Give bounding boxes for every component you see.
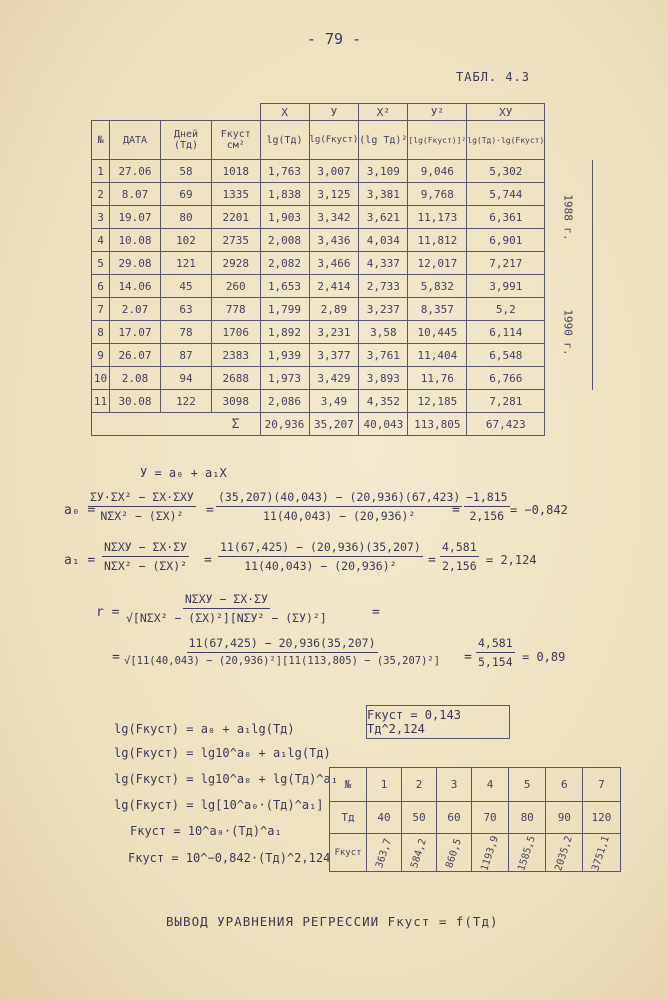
table-cell: 3,436 xyxy=(309,229,359,252)
sum-cell: 113,805 xyxy=(408,413,467,436)
table-cell: 2,086 xyxy=(260,390,309,413)
a1-value-denominator: 2,156 xyxy=(442,559,477,573)
index-cell: 1 xyxy=(367,768,402,802)
page-number: - 79 - xyxy=(306,30,362,48)
table-cell: 10,445 xyxy=(408,321,467,344)
table-body xyxy=(92,160,593,413)
derivation-line: Fкуст = 10^−0,842·(Тд)^2,124 xyxy=(128,851,331,865)
table-row xyxy=(92,206,593,229)
row-number-cell: 10 xyxy=(92,367,110,390)
sum-cell: 20,936 xyxy=(260,413,309,436)
regression-data-table xyxy=(91,103,593,436)
table-cell: 6,361 xyxy=(467,206,545,229)
index-cell: 5 xyxy=(509,768,546,802)
td-cell: 40 xyxy=(367,802,402,834)
r-value xyxy=(476,636,515,669)
row-number-cell: 8 xyxy=(92,321,110,344)
table-cell: 1,838 xyxy=(260,183,309,206)
a0-value-denominator: 2,156 xyxy=(469,509,505,523)
year-group-label: 1990 г. xyxy=(561,308,575,356)
index-cell: 6 xyxy=(546,768,583,802)
table-cell: 19.07 xyxy=(110,206,161,229)
year-group-label: 1988 г. xyxy=(561,193,575,241)
table-cell: 10.08 xyxy=(110,229,161,252)
table-row xyxy=(92,298,593,321)
table-cell: 3,466 xyxy=(309,252,359,275)
table-cell: 5,744 xyxy=(467,183,545,206)
a1-label: a₁ = xyxy=(64,553,96,568)
table-cell: 778 xyxy=(212,298,261,321)
a1-value-numerator: 4,581 xyxy=(440,540,479,557)
table-cell: 14.06 xyxy=(110,275,161,298)
table-cell: 58 xyxy=(161,160,212,183)
f-cell: 1585,5 xyxy=(516,834,538,873)
table-row xyxy=(92,390,593,413)
table-cell: 122 xyxy=(161,390,212,413)
table-cell: 2735 xyxy=(212,229,261,252)
f-cell: 860,5 xyxy=(444,837,464,870)
result-formula-box xyxy=(366,705,510,739)
table-cell: 6,901 xyxy=(467,229,545,252)
result-formula: Fкуст = 0,143 Тд^2,124 xyxy=(367,708,461,736)
table-cell: 2.08 xyxy=(110,367,161,390)
table-cell: 5,832 xyxy=(408,275,467,298)
row-number-cell: 3 xyxy=(92,206,110,229)
a1-substitution xyxy=(218,540,423,573)
a1-formula-denominator: NΣX² − (ΣX)² xyxy=(104,559,188,573)
table-cell: 78 xyxy=(161,321,212,344)
table-cell: 2,082 xyxy=(260,252,309,275)
f-cell: 363,7 xyxy=(374,837,394,870)
table-cell: 1,973 xyxy=(260,367,309,390)
table-cell: 2,733 xyxy=(359,275,408,298)
table-row xyxy=(92,183,593,206)
table-cell: 29.08 xyxy=(110,252,161,275)
table-cell: 17.07 xyxy=(110,321,161,344)
table-cell: 3,342 xyxy=(309,206,359,229)
table-cell: 26.07 xyxy=(110,344,161,367)
table-cell: 3,49 xyxy=(309,390,359,413)
table-cell: 3,231 xyxy=(309,321,359,344)
r-label: r = xyxy=(96,605,120,620)
index-cell: 4 xyxy=(472,768,509,802)
table-cell: 69 xyxy=(161,183,212,206)
td-cell: 60 xyxy=(437,802,472,834)
row-number-cell: 6 xyxy=(92,275,110,298)
a0-formula-numerator: ΣУ·ΣX² − ΣX·ΣXУ xyxy=(88,490,196,507)
table-cell: 1,939 xyxy=(260,344,309,367)
document-page: - 79 - ТАБЛ. 4.3 X У X² У² XУ № ДАТА Дней (Тд) Fкуст см² lg(Тд) lg(Fкуст) (lg Тд)² [lg(Fкуст)]² lg(Тд)·lg(Fкуст) 1 27.06 58 1018 1,763 3,007 3,109 9,046 5,302 1988 г. 2 8.07 69 1335 1,838 3,125 3,381 9,768 5,744 3 19.07 80 2201 1,903 3,342 3,621 11,173 6,361 4 10.08 102 2735 2,008 3,436 4,034 11,812 6,901 5 29.08 121 2928 2,082 3,466 4,337 12,017 7,217 6 14.06 45 260 1,653 2,414 2,733 5,832 3,991 1990 г. 7 2.07 63 778 1,799 2,89 3,237 8,357 5,2 8 17.07 78 1706 1,892 3,231 3,58 10,445 6,114 9 26.07 87 2383 1,939 3,377 3,761 11,404 6,548 10 2.08 94 2688 1,973 3,429 3,893 11,76 6,766 11 30.08 122 3098 2,086 3,49 4,352 12,185 7,281 Σ 20,936 35,207 40,043 113,805 67,423 У = a₀ + a₁X a₀ = ΣУ·ΣX² − ΣX·ΣXУ NΣX² − (ΣX)² = $\frac{(35,207)(40,043) - (20,936)(67,423)}{\text{11(40,043) − (20,936)²}}$ = $\frac{-1,815}{2,156}$ = −0,842 a₁ = NΣXУ − ΣX·ΣУ NΣX² − (ΣX)² = $\frac{11(67,425) - (20,936)(35,207)}{\text{11(40,043) − (20,936)²}}$ = $\frac{4,581}{2,156}$ = 2,124 r = NΣXУ − ΣX·ΣУ √[NΣX² − (ΣX)²][NΣУ² − (ΣУ)²] = = $\frac{11(67,425) - 20,936(35,207)}{\text{√[11(40,043) − (20,936)²][11(113,805) − (35,207)²]}}$ = $\frac{4,581}{5,154}$ = 0,89 lg(Fкуст) = a₀ + a₁lg(Тд) lg(Fкуст) = lg10^a₀ + a₁lg(Тд) lg(Fкуст) = lg10^a₀ + lg(Тд)^a₁ lg(Fкуст) = lg[10^a₀·(Тд)^a₁] Fкуст = 10^a₀·(Тд)^a₁ Fкуст = 10^−0,842·(Тд)^2,124 Fкуст = 0,143 Тд^2,124 № 1 2 3 4 5 6 7 Тд 40 50 60 70 80 90 120 Fкуст 363,7 584,2 860,5 1193,9 1585,5 2035,2 3751,1 ВЫВОД УРАВНЕНИЯ РЕГРЕССИИ Fкуст = f(Тд) xyxy=(0,0,668,1000)
table-cell: 260 xyxy=(212,275,261,298)
table-cell: 121 xyxy=(161,252,212,275)
index-cell: 3 xyxy=(437,768,472,802)
table-cell: 3,377 xyxy=(309,344,359,367)
table-cell: 11,404 xyxy=(408,344,467,367)
table-cell: 9,046 xyxy=(408,160,467,183)
table-cell: 3,893 xyxy=(359,367,408,390)
table-cell: 6,766 xyxy=(467,367,545,390)
row-number-cell: 4 xyxy=(92,229,110,252)
row-number-cell: 1 xyxy=(92,160,110,183)
sum-cell: 35,207 xyxy=(309,413,359,436)
sum-symbol: Σ xyxy=(212,413,261,436)
table-cell: 12,017 xyxy=(408,252,467,275)
r-substitution xyxy=(124,636,440,667)
table-cell: 2,414 xyxy=(309,275,359,298)
table-cell: 2.07 xyxy=(110,298,161,321)
table-cell: 2201 xyxy=(212,206,261,229)
column-header: Fкуст см² xyxy=(212,121,261,160)
a0-substitution xyxy=(216,490,462,523)
r-value-numerator: 4,581 xyxy=(476,636,515,653)
table-cell: 4,337 xyxy=(359,252,408,275)
sum-cell: 40,043 xyxy=(359,413,408,436)
table-cell: 1,892 xyxy=(260,321,309,344)
table-cell: 8.07 xyxy=(110,183,161,206)
table-cell: 1,653 xyxy=(260,275,309,298)
table-cell: 6,548 xyxy=(467,344,545,367)
a1-substitution-denominator: 11(40,043) − (20,936)² xyxy=(244,559,397,573)
a0-value xyxy=(464,490,510,523)
table-reference: ТАБЛ. 4.3 xyxy=(456,70,531,84)
table-cell: 45 xyxy=(161,275,212,298)
top-header: X xyxy=(260,104,309,121)
table-cell: 5,302 xyxy=(467,160,545,183)
column-header: № xyxy=(92,121,110,160)
figure-caption: ВЫВОД УРАВНЕНИЯ РЕГРЕССИИ Fкуст = f(Тд) xyxy=(166,914,499,929)
top-header: У xyxy=(309,104,359,121)
top-header: У² xyxy=(408,104,467,121)
table-cell: 3,621 xyxy=(359,206,408,229)
a1-substitution-numerator: 11(67,425) − (20,936)(35,207) xyxy=(218,540,423,557)
column-header: lg(Тд)·lg(Fкуст) xyxy=(467,121,545,160)
column-header: Дней (Тд) xyxy=(161,121,212,160)
table-cell: 9,768 xyxy=(408,183,467,206)
column-header: (lg Тд)² xyxy=(359,121,408,160)
f-cell: 3751,1 xyxy=(590,834,613,873)
derivation-line: lg(Fкуст) = a₀ + a₁lg(Тд) xyxy=(114,722,295,736)
td-cell: 70 xyxy=(472,802,509,834)
table-cell: 7,281 xyxy=(467,390,545,413)
a0-value-numerator: −1,815 xyxy=(464,490,510,507)
derivation-line: lg(Fкуст) = lg10^a₀ + a₁lg(Тд) xyxy=(114,746,331,760)
column-header: lg(Тд) xyxy=(260,121,309,160)
r-substitution-denominator: √[11(40,043) − (20,936)²][11(113,805) − (35,207)²] xyxy=(124,655,441,667)
td-cell: 50 xyxy=(402,802,437,834)
td-cell: 120 xyxy=(583,802,620,834)
index-cell: 2 xyxy=(402,768,437,802)
f-cell: 2035,2 xyxy=(553,834,576,873)
r-formula xyxy=(126,592,327,625)
table-cell: 87 xyxy=(161,344,212,367)
f-cell: 584,2 xyxy=(409,837,429,870)
top-header: XУ xyxy=(467,104,545,121)
table-cell: 63 xyxy=(161,298,212,321)
table-cell: 1,799 xyxy=(260,298,309,321)
table-cell: 3,109 xyxy=(359,160,408,183)
table-row xyxy=(92,160,593,183)
table-row xyxy=(92,252,593,275)
table-cell: 4,352 xyxy=(359,390,408,413)
table-cell: 3,991 xyxy=(467,275,545,298)
derivation-line: lg(Fкуст) = lg10^a₀ + lg(Тд)^a₁ xyxy=(114,772,338,786)
table-cell: 11,76 xyxy=(408,367,467,390)
r-formula-denominator: √[NΣX² − (ΣX)²][NΣУ² − (ΣУ)²] xyxy=(126,611,327,625)
column-header: ДАТА xyxy=(110,121,161,160)
row-number-cell: 2 xyxy=(92,183,110,206)
table-cell: 4,034 xyxy=(359,229,408,252)
row-number-cell: 9 xyxy=(92,344,110,367)
row-number-cell: 7 xyxy=(92,298,110,321)
table-cell: 11,812 xyxy=(408,229,467,252)
table-cell: 2383 xyxy=(212,344,261,367)
table-cell: 1,763 xyxy=(260,160,309,183)
table-cell: 2,008 xyxy=(260,229,309,252)
table-cell: 3,237 xyxy=(359,298,408,321)
table-row xyxy=(92,321,593,344)
table-cell: 2,89 xyxy=(309,298,359,321)
table-cell: 2928 xyxy=(212,252,261,275)
table-cell: 3,761 xyxy=(359,344,408,367)
derivation-line: Fкуст = 10^a₀·(Тд)^a₁ xyxy=(130,824,282,838)
table-cell: 27.06 xyxy=(110,160,161,183)
a0-substitution-numerator: (35,207)(40,043) − (20,936)(67,423) xyxy=(216,490,462,507)
r-value-denominator: 5,154 xyxy=(478,655,513,669)
table-cell: 8,357 xyxy=(408,298,467,321)
table-row xyxy=(92,367,593,390)
table-cell: 1018 xyxy=(212,160,261,183)
a1-formula xyxy=(102,540,189,573)
table-cell: 30.08 xyxy=(110,390,161,413)
a1-formula-numerator: NΣXУ − ΣX·ΣУ xyxy=(102,540,189,557)
table-cell: 1335 xyxy=(212,183,261,206)
f-cell: 1193,9 xyxy=(479,834,501,873)
table-row xyxy=(92,275,593,298)
table-cell: 3,381 xyxy=(359,183,408,206)
a0-label: a₀ = xyxy=(64,503,96,518)
table-cell: 5,2 xyxy=(467,298,545,321)
table-cell: 80 xyxy=(161,206,212,229)
table-cell: 7,217 xyxy=(467,252,545,275)
table-cell: 12,185 xyxy=(408,390,467,413)
td-cell: 80 xyxy=(509,802,546,834)
a0-result: = −0,842 xyxy=(510,503,568,517)
a0-formula xyxy=(88,490,196,523)
table-cell: 3,007 xyxy=(309,160,359,183)
derivation-line: lg(Fкуст) = lg[10^a₀·(Тд)^a₁] xyxy=(114,798,324,812)
r-formula-numerator: NΣXУ − ΣX·ΣУ xyxy=(183,592,270,609)
table-cell: 3098 xyxy=(212,390,261,413)
sum-cell: 67,423 xyxy=(467,413,545,436)
r-substitution-numerator: 11(67,425) − 20,936(35,207) xyxy=(187,636,378,653)
table-cell: 6,114 xyxy=(467,321,545,344)
model-equation: У = a₀ + a₁X xyxy=(140,466,227,480)
row-label: Тд xyxy=(330,802,367,834)
a1-result: = 2,124 xyxy=(486,553,537,567)
a0-formula-denominator: NΣX² − (ΣX)² xyxy=(100,509,184,523)
table-cell: 1,903 xyxy=(260,206,309,229)
top-header: X² xyxy=(359,104,408,121)
table-cell: 3,125 xyxy=(309,183,359,206)
a0-substitution-denominator: 11(40,043) − (20,936)² xyxy=(263,509,416,523)
table-row xyxy=(92,344,593,367)
row-label: Fкуст xyxy=(330,834,367,872)
index-cell: 7 xyxy=(583,768,620,802)
column-header: lg(Fкуст) xyxy=(309,121,359,160)
column-header: [lg(Fкуст)]² xyxy=(408,121,467,160)
row-number-cell: 11 xyxy=(92,390,110,413)
row-label: № xyxy=(330,768,367,802)
table-row xyxy=(92,229,593,252)
table-cell: 3,58 xyxy=(359,321,408,344)
computed-values-table xyxy=(329,767,621,872)
td-cell: 90 xyxy=(546,802,583,834)
r-result: = 0,89 xyxy=(522,650,566,664)
table-cell: 102 xyxy=(161,229,212,252)
table-cell: 2688 xyxy=(212,367,261,390)
table-cell: 1706 xyxy=(212,321,261,344)
a1-value xyxy=(440,540,479,573)
row-number-cell: 5 xyxy=(92,252,110,275)
table-cell: 11,173 xyxy=(408,206,467,229)
table-cell: 3,429 xyxy=(309,367,359,390)
table-cell: 94 xyxy=(161,367,212,390)
